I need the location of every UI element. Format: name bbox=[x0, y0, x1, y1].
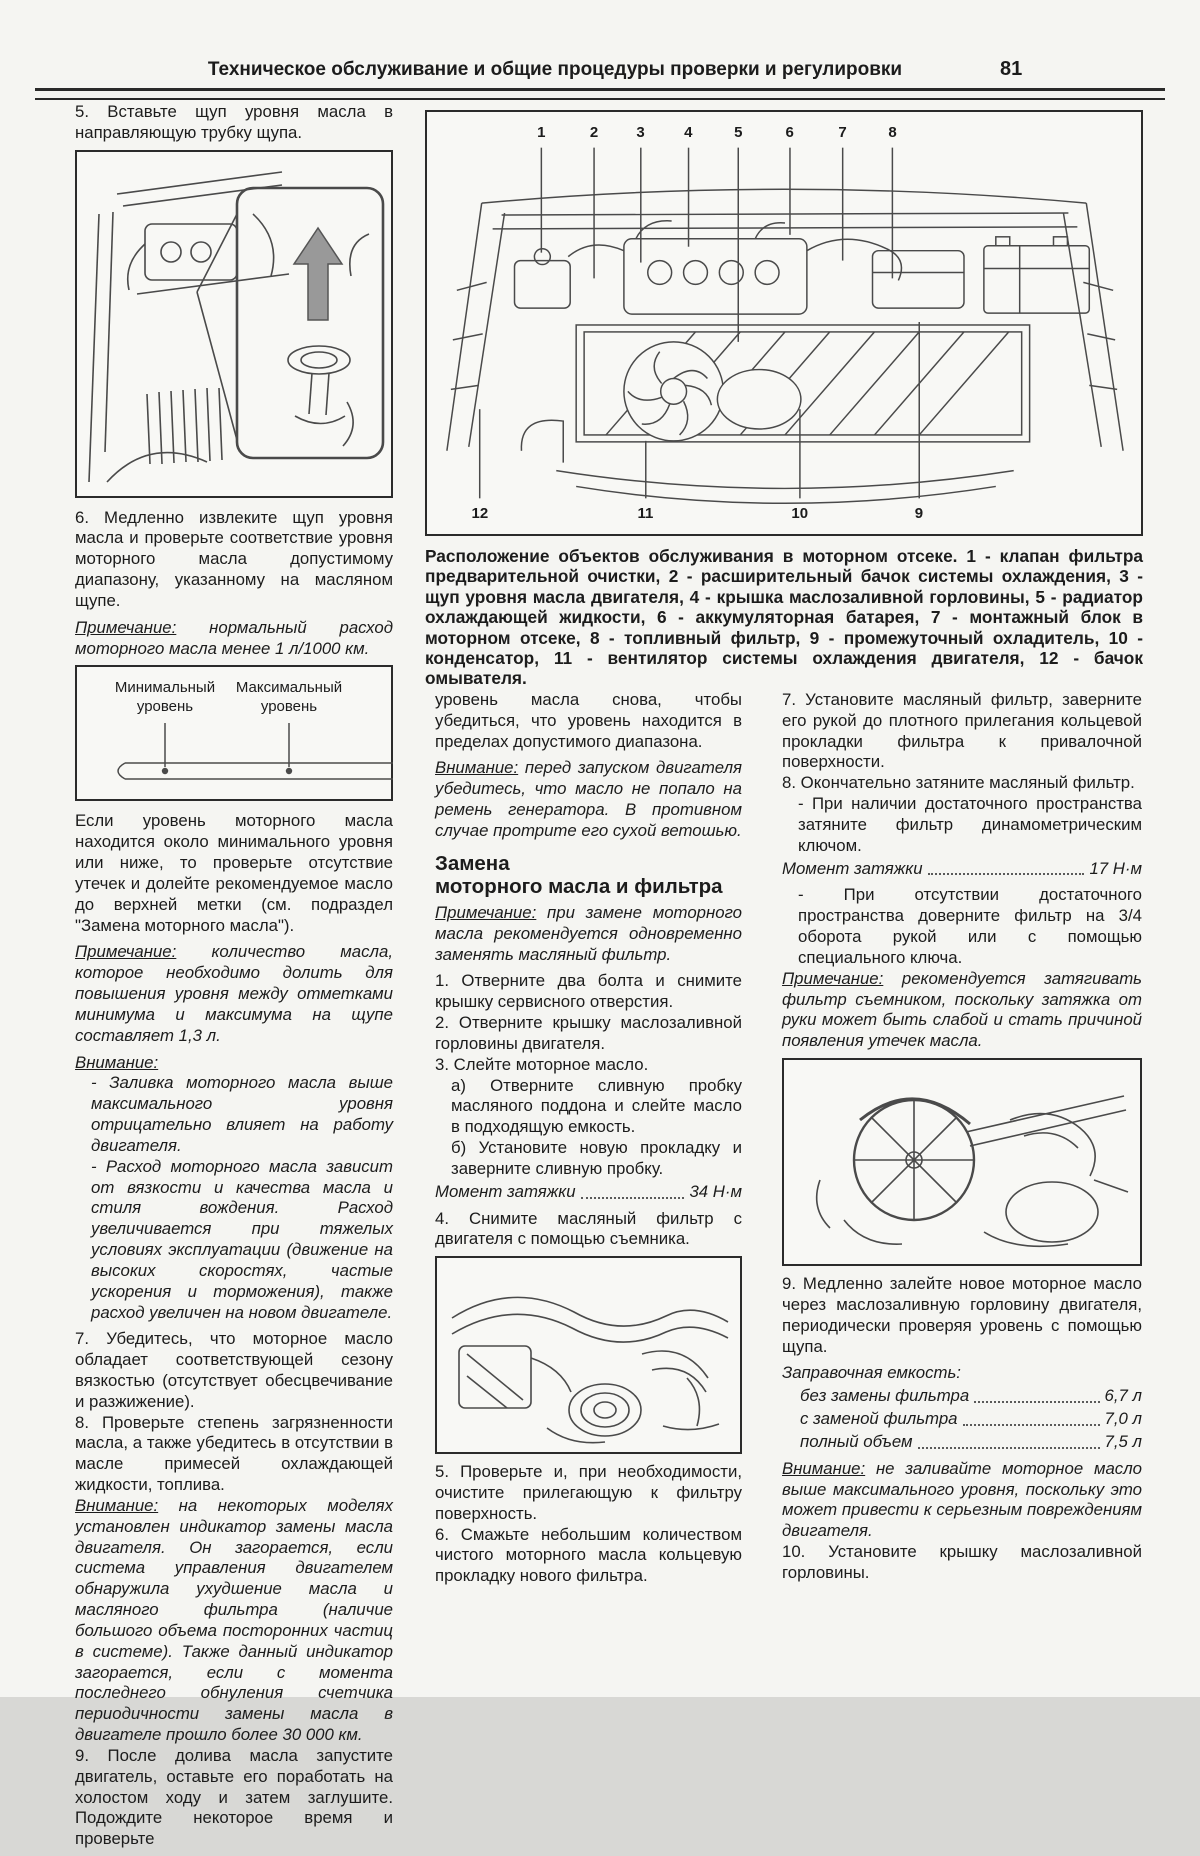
warning-label: Внимание: bbox=[782, 1458, 866, 1478]
dipstick-levels-drawing bbox=[77, 667, 395, 803]
bullet-torque-wrench: - При наличии достаточного пространства затяните фильтр динамометрическим ключом. bbox=[798, 794, 1142, 855]
engine-bay-caption: Расположение объектов обслуживания в моторном отсеке. 1 - клапан фильтра предварительной очистки, 2 - расширительный бачок системы охлаждения, 3 - щуп уровня масла двигателя, 4 - крышка маслозаливной горловины, 5 - радиатор охлаждающей жидкости, 6 - аккумуляторная батарея, 7 - монтажный блок в моторном отсеке, 8 - топливный фильтр, 9 - промежуточный охладитель, 10 - конденсатор, 11 - вентилятор системы охлаждения двигателя, 12 - бачок омывателя. bbox=[425, 546, 1143, 689]
note-label: Примечание: bbox=[75, 617, 177, 637]
torque-spec-oil-filter bbox=[782, 859, 1142, 880]
section-heading-line1: Замена bbox=[435, 851, 510, 875]
max-level-label: Максимальный уровень bbox=[235, 679, 343, 716]
capacity-name: с заменой фильтра bbox=[800, 1409, 958, 1429]
callout-7: 7 bbox=[838, 124, 847, 141]
torque-label: Момент затяжки bbox=[435, 1181, 576, 1201]
capacity-heading: Заправочная емкость: bbox=[782, 1363, 961, 1383]
torque-spec-drain-plug bbox=[435, 1182, 742, 1203]
callout-11: 11 bbox=[637, 505, 654, 523]
note-oil-consumption bbox=[75, 618, 393, 660]
step-8: 8. Проверьте степень загрязненности масла, а также убедитесь в отсутствии в масле примесей охлаждающей жидкости, топлива. bbox=[75, 1412, 393, 1495]
warning-overfill bbox=[782, 1459, 1142, 1542]
warning-heading bbox=[75, 1053, 393, 1074]
step-5: 5. Проверьте и, при необходимости, очистите прилегающую к фильтру поверхность. bbox=[435, 1462, 742, 1523]
torque-label: Момент затяжки bbox=[782, 858, 923, 878]
step-2: 2. Отверните крышку маслозаливной горловины двигателя. bbox=[435, 1013, 742, 1053]
section-heading-line2: моторного масла и фильтра bbox=[435, 875, 723, 899]
dotted-leader bbox=[974, 1401, 1099, 1403]
capacity-name: без замены фильтра bbox=[800, 1386, 970, 1406]
section-heading bbox=[435, 852, 742, 899]
substep-a: а) Отверните сливную пробку масляного поддона и слейте масло в подходящую емкость. bbox=[451, 1075, 742, 1137]
oil-filter-tightening-drawing bbox=[784, 1060, 1144, 1268]
step-7: 7. Убедитесь, что моторное масло обладает соответствующей сезону вязкостью (отсутствует обесцвечивание и разжижение). bbox=[75, 1329, 393, 1411]
capacity-row-full bbox=[782, 1432, 1142, 1453]
step-6: 6. Медленно извлеките щуп уровня масла и проверьте соответствие уровня моторного масла допустимому диапазону, указанному на масляном щупе. bbox=[75, 507, 393, 610]
dotted-leader bbox=[581, 1197, 685, 1199]
warning-label: Внимание: bbox=[75, 1052, 159, 1072]
figure-oil-filter-location bbox=[435, 1256, 742, 1454]
step-4: 4. Снимите масляный фильтр с двигателя с помощью съемника. bbox=[435, 1208, 742, 1249]
callout-12: 12 bbox=[471, 505, 489, 523]
capacity-name: полный объем bbox=[800, 1431, 913, 1451]
figure-engine-bay bbox=[425, 110, 1143, 536]
callout-4: 4 bbox=[684, 124, 693, 141]
note-refill-amount bbox=[75, 942, 393, 1046]
oil-filter-location-drawing bbox=[437, 1258, 744, 1456]
callout-10: 10 bbox=[791, 505, 809, 523]
up-arrow-icon bbox=[294, 228, 342, 320]
warning-oil-indicator bbox=[75, 1496, 393, 1746]
page-title: Техническое обслуживание и общие процедуры проверки и регулировки bbox=[207, 59, 903, 80]
para-recheck-level: уровень масла снова, чтобы убедиться, что уровень находится в пределах допустимого диапазона. bbox=[435, 690, 742, 751]
capacity-value: 6,7 л bbox=[1104, 1386, 1142, 1406]
callout-2: 2 bbox=[589, 124, 599, 141]
page-number: 81 bbox=[1000, 58, 1023, 80]
right-column bbox=[782, 690, 1142, 1590]
warning-text: на некоторых моделях установлен индикатор замены масла двигателя. Он загорается, если система управления двигателем обнаружила ухудшение масла и масляного фильтра (наличие большого объема посторонних частиц в системе). Также данный индикатор загорается, если с момента последнего обнуления счетчика периодичности замены масла в двигателе прошло более 30 000 км. bbox=[75, 1495, 393, 1745]
middle-column bbox=[435, 690, 742, 1593]
left-column bbox=[75, 102, 393, 1856]
callout-5: 5 bbox=[734, 124, 743, 141]
warning-item-consumption: - Расход моторного масла зависит от вязкости и качества масла и стиля вождения. Расход увеличивается при тяжелых условиях эксплуатации (движение на высоких скоростях, частые ускорения и торможения), также расход увеличен на новом двигателе. bbox=[91, 1156, 393, 1322]
capacity-value: 7,5 л bbox=[1104, 1431, 1142, 1451]
dotted-leader bbox=[963, 1424, 1100, 1426]
dotted-leader bbox=[928, 873, 1085, 875]
min-level-label: Минимальный уровень bbox=[114, 679, 216, 716]
figure-oil-filter-tightening bbox=[782, 1058, 1142, 1266]
callout-6: 6 bbox=[785, 124, 794, 141]
step-1: 1. Отверните два болта и снимите крышку сервисного отверстия. bbox=[435, 971, 742, 1012]
step-5: 5. Вставьте щуп уровня масла в направляющую трубку щупа. bbox=[75, 102, 393, 142]
note-label: Примечание: bbox=[435, 902, 537, 922]
figure-dipstick-insertion bbox=[75, 150, 393, 498]
dipstick-insertion-drawing bbox=[77, 152, 395, 500]
note-text: нормальный расход моторного масла менее 1 л/1000 км. bbox=[75, 617, 393, 658]
step-8: 8. Окончательно затяните масляный фильтр. bbox=[782, 773, 1135, 793]
torque-value: 34 Н·м bbox=[689, 1181, 742, 1201]
header-rule bbox=[35, 88, 1165, 100]
warning-generator-belt bbox=[435, 758, 742, 841]
torque-value: 17 Н·м bbox=[1089, 858, 1142, 878]
capacity-row-with-filter bbox=[782, 1409, 1142, 1430]
callout-9: 9 bbox=[914, 505, 924, 523]
capacity-row-no-filter bbox=[782, 1386, 1142, 1407]
warning-label: Внимание: bbox=[435, 758, 519, 778]
callout-3: 3 bbox=[636, 124, 645, 141]
note-label: Примечание: bbox=[75, 942, 177, 962]
note-replace-filter bbox=[435, 903, 742, 965]
dotted-leader bbox=[918, 1447, 1100, 1449]
max-mark-dot bbox=[286, 768, 292, 774]
substep-b: б) Установите новую прокладку и заверните сливную пробку. bbox=[451, 1138, 742, 1178]
step-7: 7. Установите масляный фильтр, заверните его рукой до плотного прилегания кольцевой прокладки фильтра к привалочной поверхности. bbox=[782, 690, 1142, 772]
step-10: 10. Установите крышку маслозаливной горловины. bbox=[782, 1542, 1142, 1582]
figure-dipstick-levels bbox=[75, 665, 393, 801]
capacity-value: 7,0 л bbox=[1104, 1409, 1142, 1429]
para-oil-level: Если уровень моторного масла находится около минимального уровня или ниже, то проверьте отсутствие утечек и долейте рекомендуемое масло до верхней метки (см. подраздел "Замена моторного масла"). bbox=[75, 811, 393, 935]
note-text: при замене моторного масла рекомендуется одновременно заменять масляный фильтр. bbox=[435, 902, 742, 964]
note-text: количество масла, которое необходимо долить для повышения уровня между отметками минимума и максимума на щупе составляет 1,3 л. bbox=[75, 942, 393, 1045]
warning-text: не заливайте моторное масло выше максимального уровня, поскольку это может привести к серьезным повреждениям двигателя. bbox=[782, 1458, 1142, 1541]
callout-1: 1 bbox=[537, 124, 546, 141]
step-3: 3. Слейте моторное масло. bbox=[435, 1054, 649, 1074]
bullet-three-quarter-turn: - При отсутствии достаточного пространства доверните фильтр на 3/4 оборота рукой или с помощью специального ключа. bbox=[798, 885, 1142, 967]
warning-text: перед запуском двигателя убедитесь, что масло не попало на ремень генератора. В противном случае протрите его сухой ветошью. bbox=[435, 758, 742, 840]
note-filter-wrench bbox=[782, 969, 1142, 1052]
note-text: рекомендуется затягивать фильтр съемником, поскольку затяжка от руки может быть слабой и стать причиной появления утечек масла. bbox=[782, 968, 1142, 1051]
step-9: 9. Медленно залейте новое моторное масло через маслозаливную горловину двигателя, периодически проверяя уровень с помощью щупа. bbox=[782, 1274, 1142, 1356]
warning-label: Внимание: bbox=[75, 1495, 159, 1515]
min-mark-dot bbox=[162, 768, 168, 774]
step-6: 6. Смажьте небольшим количеством чистого моторного масла кольцевую прокладку нового фильтра. bbox=[435, 1524, 742, 1586]
note-label: Примечание: bbox=[782, 968, 884, 988]
step-9: 9. После долива масла запустите двигатель, оставьте его поработать на холостом ходу и затем заглушите. Подождите некоторое время и проверьте bbox=[75, 1745, 393, 1849]
callout-8: 8 bbox=[888, 124, 897, 141]
engine-bay-drawing bbox=[427, 112, 1141, 534]
warning-item-overfill: - Заливка моторного масла выше максимального уровня отрицательно влияет на работу двигателя. bbox=[91, 1073, 393, 1155]
